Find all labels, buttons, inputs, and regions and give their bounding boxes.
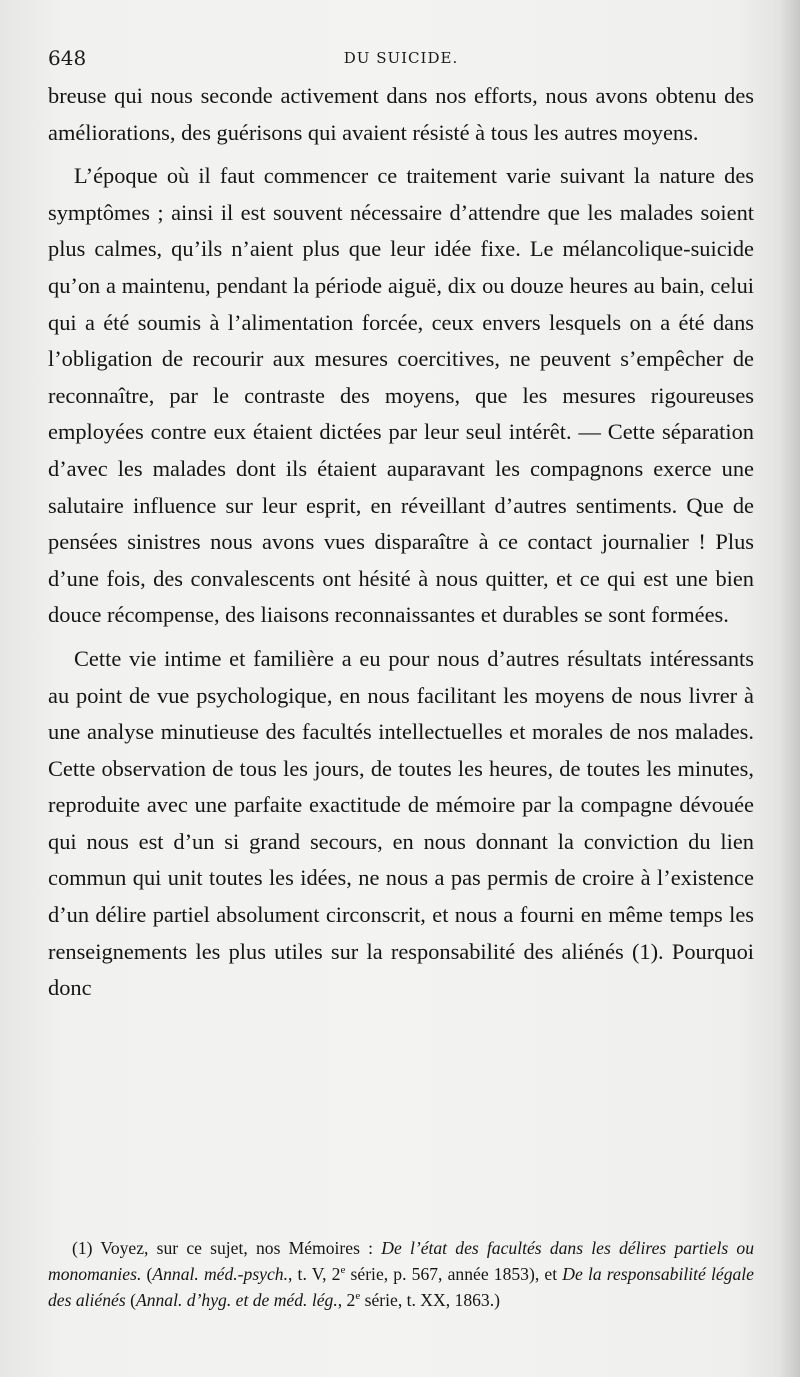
footnote-ref-1-details: , t. V, 2	[288, 1263, 341, 1284]
footnote-title-1: De l’état des facultés dans les délires partiels ou monomanies.	[48, 1238, 754, 1284]
footnote-ref-2-details: , 2	[337, 1289, 356, 1310]
footnotes	[48, 1236, 754, 1313]
page-number: 648	[48, 46, 87, 70]
footnote-ref-2-end: série, t. XX, 1863.)	[360, 1289, 500, 1310]
footnote-ref-2-sup: e	[355, 1289, 361, 1302]
footnote-ref-1-sup: e	[340, 1263, 346, 1276]
body-text	[48, 78, 754, 1007]
footnote-marker: (1) Voyez, sur ce sujet, nos Mémoires :	[72, 1238, 374, 1258]
page-edge-shadow	[778, 0, 800, 1377]
footnote-journal-1: Annal. méd.-psych.	[152, 1263, 288, 1284]
paragraph-intimate-life: Cette vie intime et familière a eu pour nous d’autres résultats intéressants au point de vue psychologique, en nous facilitant les moyens de nous livrer à une analyse minutieuse des facultés intellectuelles et morales de nos malades. Cette observation de tous les jours, de toutes les heures, de toutes les minutes, reproduite avec une parfaite exactitude de mémoire par la compagne dévouée qui nous est d’un si grand secours, en nous donnant la conviction du lien commun qui unit toutes les idées, ne nous a pas permis de croire à l’existence d’un délire partiel absolument circonscrit, et nous a fourni en même temps les renseignements les plus utiles sur la responsabilité des aliénés (1). Pourquoi donc	[48, 645, 754, 1001]
footnote-ref-1-end: série, p. 567, année 1853), et	[345, 1263, 558, 1284]
footnote-paren: (	[146, 1263, 153, 1284]
footnote-title-2: De la responsabilité légale des aliénés	[48, 1263, 754, 1310]
footnote-journal-2: Annal. d’hyg. et de méd. lég.	[135, 1289, 338, 1310]
paragraph-treatment-timing: L’époque où il faut commencer ce traitement varie suivant la nature des symptômes ; ainsi il est souvent nécessaire d’attendre que les malades soient plus calmes, qu’ils n’aient plus que leur idée fixe. Le mélancolique-suicide qu’on a maintenu, pendant la période aiguë, dix ou douze heures au bain, celui qui a été soumis à l’alimentation forcée, ceux envers lesquels on a été dans l’obligation de recourir aux mesures coercitives, ne peuvent s’empêcher de reconnaître, par le contraste des moyens, que les mesures rigoureuses employées contre eux étaient dictées par leur seul intérêt. — Cette séparation d’avec les malades dont ils étaient auparavant les compagnons exerce une salutaire influence sur leur esprit, en réveillant d’autres sentiments. Que de pensées sinistres nous avons vues disparaître à ce contact journalier ! Plus d’une fois, des convalescents ont hésité à nous quitter, et ce qui est une bien douce récompense, des liaisons reconnaissantes et durables se sont formées.	[48, 163, 754, 628]
page-header	[48, 40, 754, 80]
running-head: DU SUICIDE.	[343, 49, 459, 67]
footnote-1	[48, 1236, 754, 1313]
paragraph-continuation: breuse qui nous seconde activement dans nos efforts, nous avons obtenu des améliorations, des guérisons qui avaient résisté à tous les autres moyens.	[48, 83, 754, 145]
footnote-paren-2: (	[130, 1289, 136, 1310]
